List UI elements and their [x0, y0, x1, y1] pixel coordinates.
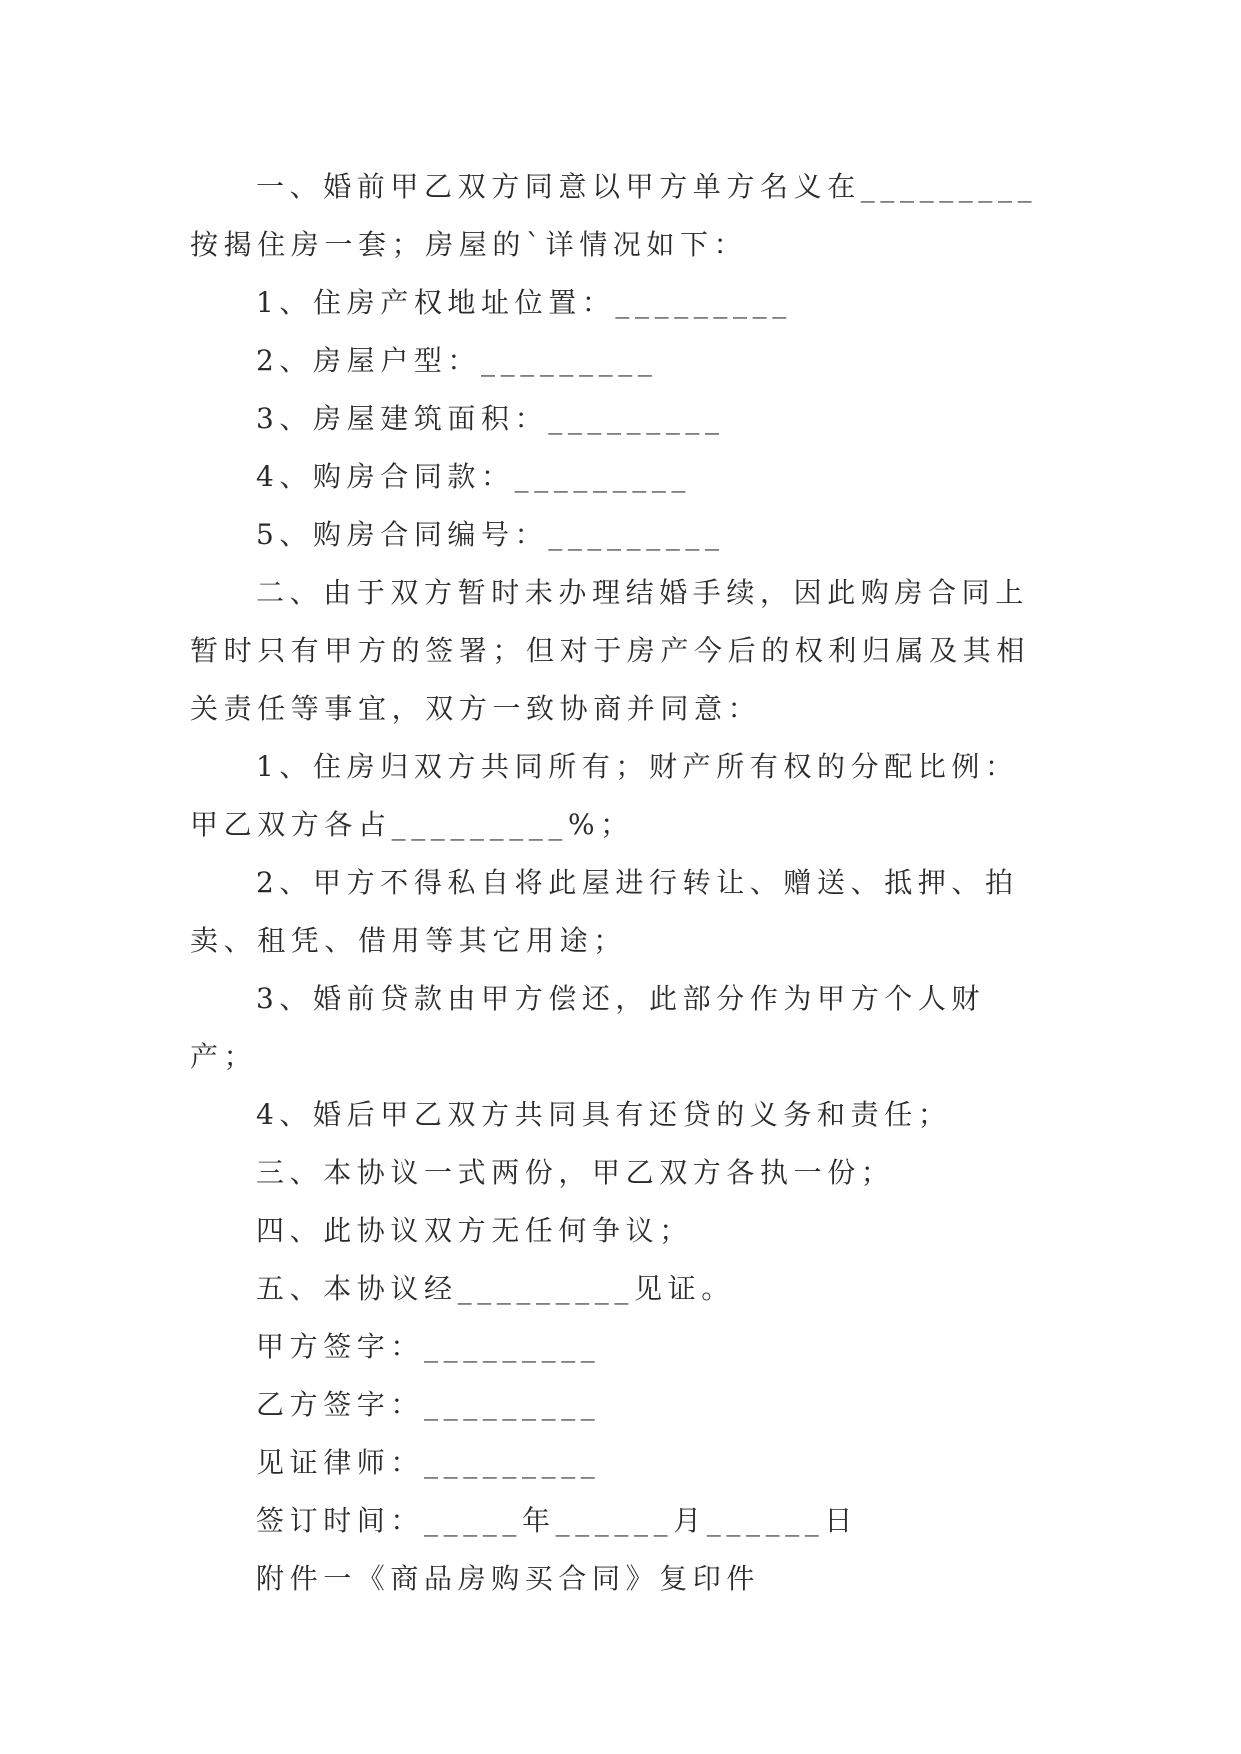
party-b-signature-line: 乙方签字：_________	[256, 1388, 601, 1421]
clause-three-line: 三、本协议一式两份，甲乙双方各执一份；	[256, 1156, 895, 1189]
postmarital-loan-line: 4、婚后甲乙双方共同具有还贷的义务和责任；	[256, 1098, 952, 1131]
attachment-line: 附件一《商品房购买合同》复印件	[256, 1562, 761, 1595]
purchase-price-line: 4、购房合同款：_________	[256, 460, 692, 493]
party-a-signature-line: 甲方签字：_________	[256, 1330, 601, 1363]
house-type-line: 2、房屋户型：_________	[256, 344, 658, 377]
clause-five-line: 五、本协议经_________见证。	[256, 1272, 735, 1305]
signing-date-line: 签订时间：_____年______月______日	[256, 1504, 859, 1537]
ownership-ratio-line: 1、住房归双方共同所有；财产所有权的分配比例：甲乙双方各占_________%；	[190, 750, 1019, 841]
document-body	[190, 158, 1050, 1608]
clause-one-paragraph: 一、婚前甲乙双方同意以甲方单方名义在_________按揭住房一套；房屋的`详情况如下：	[190, 170, 1038, 261]
clause-two-paragraph: 二、由于双方暂时未办理结婚手续，因此购房合同上暂时只有甲方的签署；但对于房产今后的权利归属及其相关责任等事宜，双方一致协商并同意：	[190, 576, 1031, 725]
clause-four-line: 四、此协议双方无任何争议；	[256, 1214, 693, 1247]
premarital-loan-line: 3、婚前贷款由甲方偿还，此部分作为甲方个人财产；	[190, 982, 986, 1073]
contract-number-line: 5、购房合同编号：_________	[256, 518, 725, 551]
building-area-line: 3、房屋建筑面积：_________	[256, 402, 725, 435]
property-address-line: 1、住房产权地址位置：_________	[256, 286, 792, 319]
transfer-restriction-line: 2、甲方不得私自将此屋进行转让、赠送、抵押、拍卖、租凭、借用等其它用途；	[190, 866, 1019, 957]
witness-lawyer-line: 见证律师：_________	[256, 1446, 601, 1479]
